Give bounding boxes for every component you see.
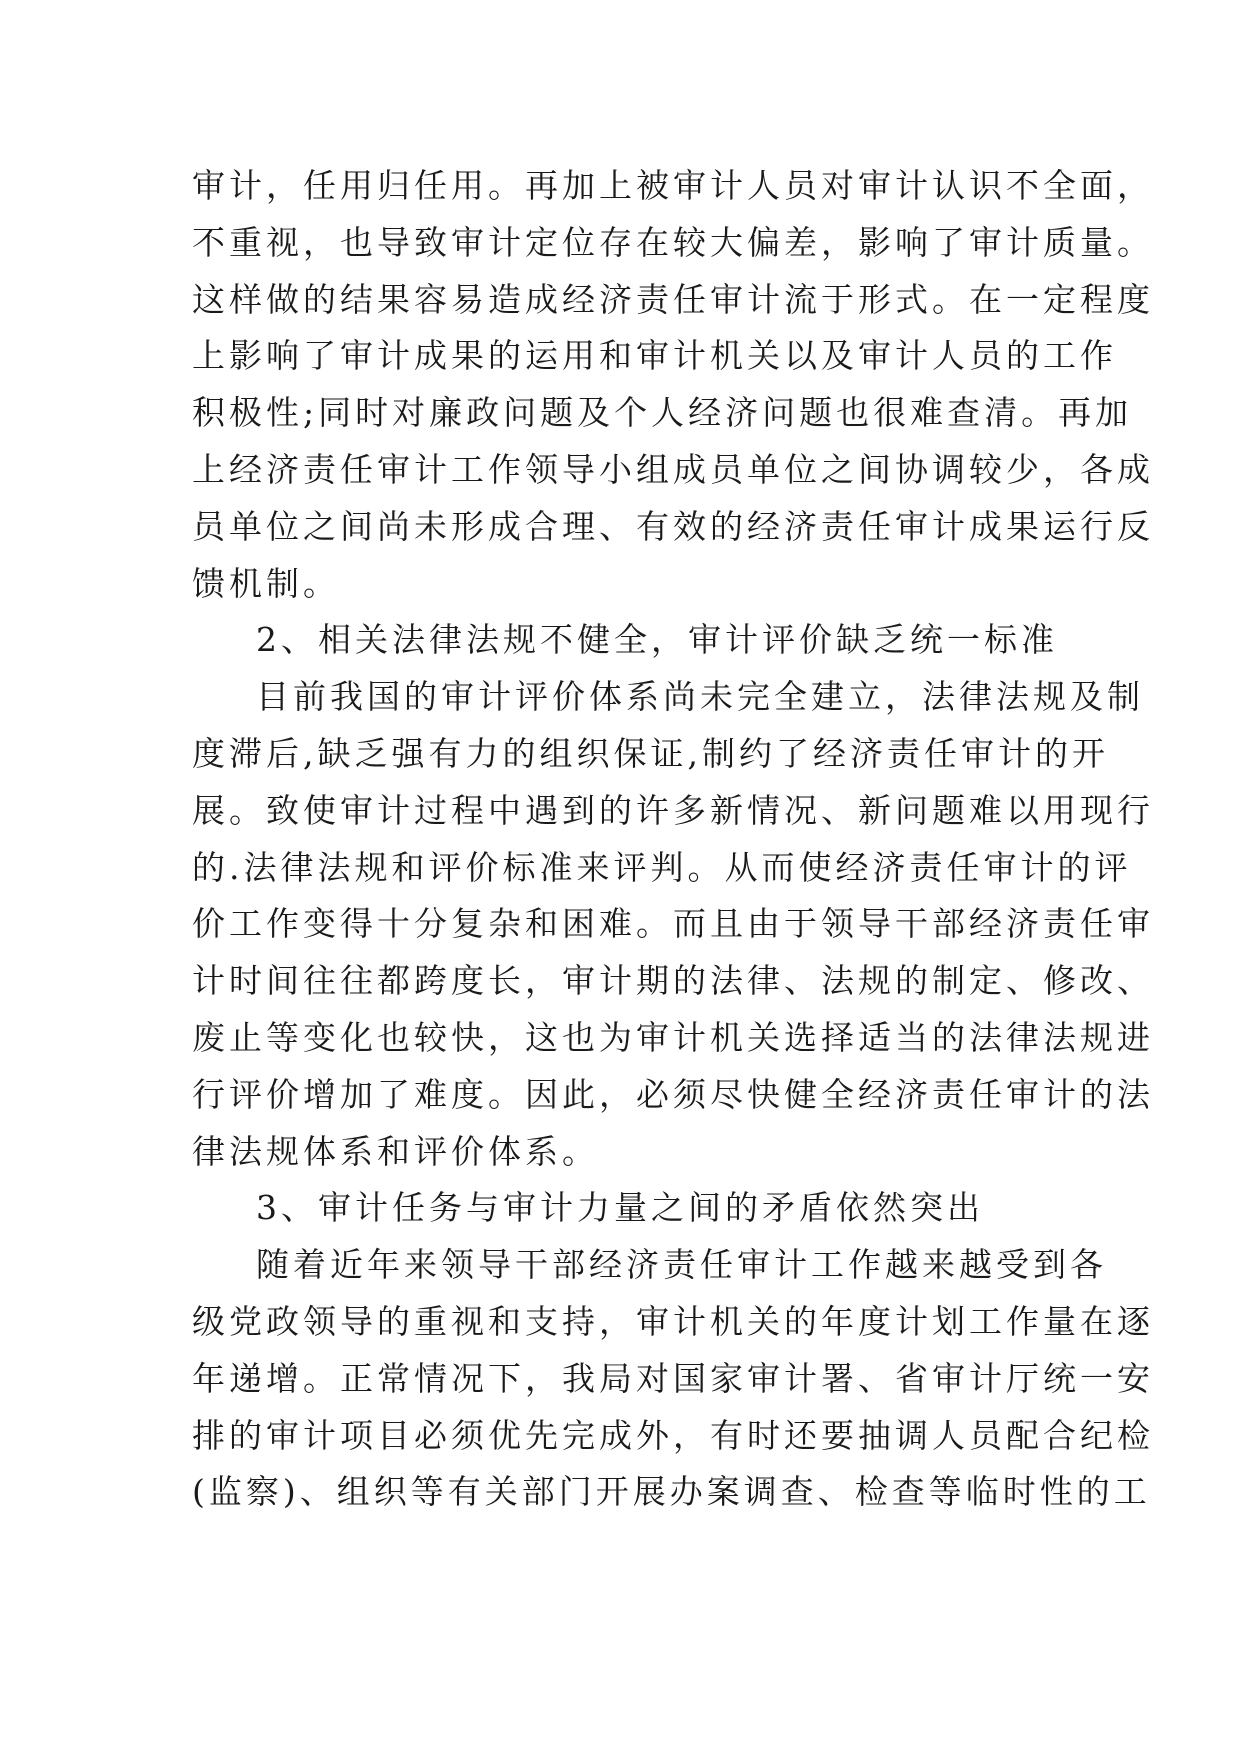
text-line: 计时间往往都跨度长，审计期的法律、法规的制定、修改、 (192, 961, 1154, 1001)
text-line: 展。致使审计过程中遇到的许多新情况、新问题难以用现行 (192, 790, 1154, 830)
text-line: 年递增。正常情况下，我局对国家审计署、省审计厅统一安 (192, 1358, 1154, 1398)
text-line: 上经济责任审计工作领导小组成员单位之间协调较少，各成 (192, 449, 1154, 489)
text-line: 随着近年来领导干部经济责任审计工作越来越受到各 (256, 1245, 1107, 1285)
section-heading (192, 1180, 1072, 1237)
text-line: 这样做的结果容易造成经济责任审计流于形式。在一定程度 (192, 279, 1154, 319)
text-line: 的.法律法规和评价标准来评判。从而使经济责任审计的评 (192, 847, 1132, 887)
text-line: 目前我国的审计评价体系尚未完全建立，法律法规及制 (256, 677, 1144, 717)
text-line: (监察)、组织等有关部门开展办案调查、检查等临时性的工 (192, 1472, 1151, 1512)
text-line: 排的审计项目必须优先完成外，有时还要抽调人员配合纪检 (192, 1415, 1154, 1455)
text-line: 废止等变化也较快，这也为审计机关选择适当的法律法规进 (192, 1017, 1154, 1057)
paragraph (192, 1237, 1154, 1521)
heading-text: 2、相关法律法规不健全，审计评价缺乏统一标准 (256, 620, 1058, 660)
heading-text: 3、审计任务与审计力量之间的矛盾依然突出 (256, 1188, 984, 1228)
text-line: 级党政领导的重视和支持，审计机关的年度计划工作量在逐 (192, 1301, 1154, 1341)
text-line: 价工作变得十分复杂和困难。而且由于领导干部经济责任审 (192, 904, 1154, 944)
document-body (192, 158, 1154, 1521)
text-line: 度滞后,缺乏强有力的组织保证,制约了经济责任审计的开 (192, 733, 1109, 773)
text-line: 律法规体系和评价体系。 (192, 1131, 599, 1171)
text-line: 上影响了审计成果的运用和审计机关以及审计人员的工作 (192, 336, 1117, 376)
text-line: 馈机制。 (192, 563, 340, 603)
text-line: 不重视，也导致审计定位存在较大偏差，影响了审计质量。 (192, 222, 1154, 262)
paragraph (192, 158, 1154, 612)
text-line: 积极性;同时对廉政问题及个人经济问题也很难查清。再加 (192, 393, 1133, 433)
paragraph (192, 669, 1154, 1180)
text-line: 审计，任用归任用。再加上被审计人员对审计认识不全面， (192, 166, 1154, 205)
section-heading (192, 612, 1072, 669)
text-line: 员单位之间尚未形成合理、有效的经济责任审计成果运行反 (192, 506, 1154, 546)
text-line: 行评价增加了难度。因此，必须尽快健全经济责任审计的法 (192, 1074, 1154, 1114)
